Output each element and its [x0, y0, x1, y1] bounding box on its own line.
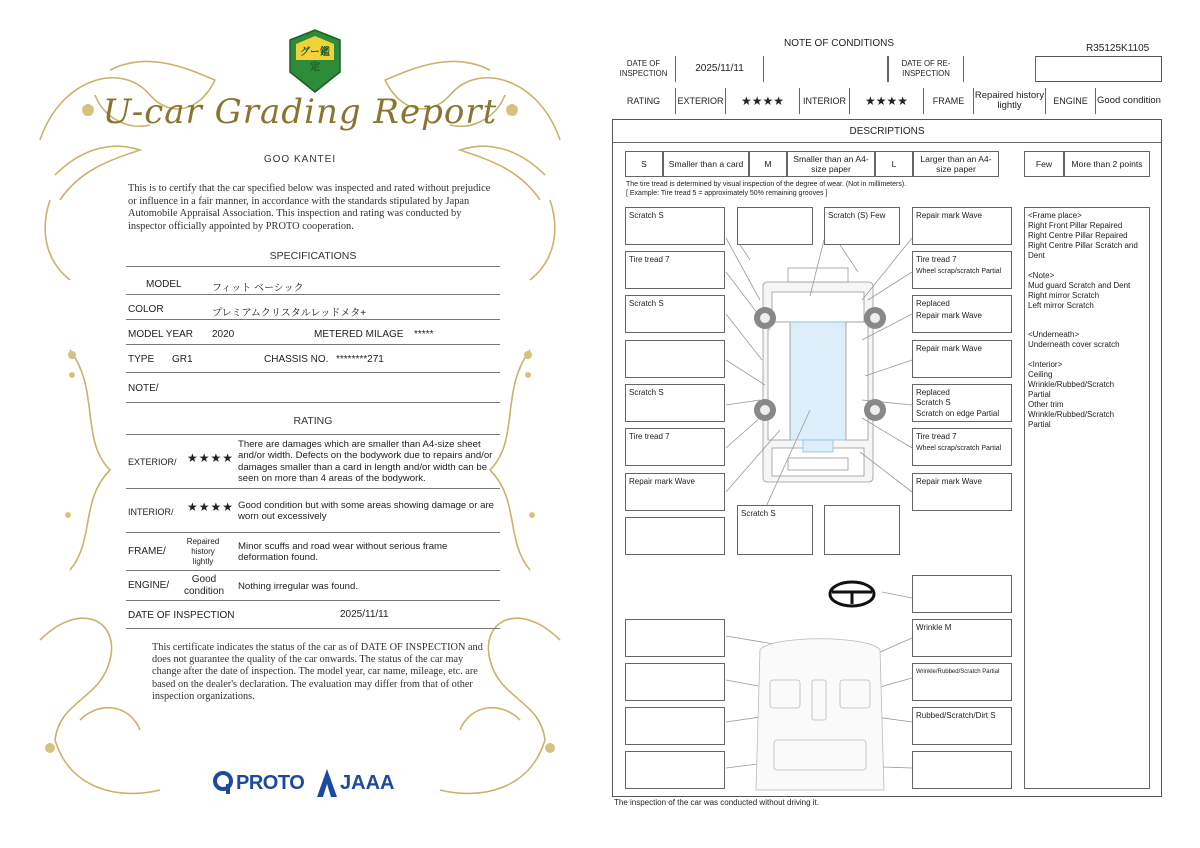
sheet-exterior-stars: ★★★★: [726, 88, 800, 114]
damage-box-i4: [912, 575, 1012, 613]
damage-box-h3: [824, 505, 900, 555]
rating-heading: RATING: [293, 415, 333, 427]
notes-column: [1024, 207, 1150, 789]
steering-wheel-icon: [830, 582, 874, 606]
damage-box-l1: [625, 707, 725, 745]
logo-strip: [210, 764, 410, 804]
sheet-engine-value: Good condition: [1096, 88, 1162, 114]
legend-m: M: [749, 151, 787, 177]
date-of-reinspection-label: DATE OF RE-INSPECTION: [888, 56, 964, 82]
legend-l-desc: Larger than an A4-size paper: [913, 151, 999, 177]
frame-grade: Repaired history lightly: [186, 537, 220, 566]
damage-box-a2: [737, 207, 813, 245]
damage-box-l4: Rubbed/Scratch/Dirt S: [912, 707, 1012, 745]
damage-box-c4: Replaced Repair mark Wave: [912, 295, 1012, 333]
damage-box-m4: [912, 751, 1012, 789]
jaaa-logo-text: JAAA: [340, 772, 395, 794]
chassis-label: CHASSIS NO.: [264, 354, 329, 365]
spec-row-color: [126, 295, 500, 320]
spec-row-year: [126, 320, 500, 345]
damage-box-e4: Replaced Scratch S Scratch on edge Partial: [912, 384, 1012, 422]
damage-box-g4: Repair mark Wave: [912, 473, 1012, 511]
spec-row-model: [126, 266, 500, 295]
report-subtitle: GOO KANTEI: [263, 154, 337, 165]
rating-row-frame: [126, 533, 500, 571]
damage-box-b1: Tire tread 7: [625, 251, 725, 289]
damage-box-g1: Repair mark Wave: [625, 473, 725, 511]
color-value: プレミアムクリスタルレッドメタ+: [212, 308, 367, 319]
damage-box-b4: Tire tread 7 Wheel scrap/scratch Partial: [912, 251, 1012, 289]
frame-description: Minor scuffs and road wear without serious frame deformation found.: [238, 541, 448, 564]
jaaa-logo-icon: [316, 768, 338, 798]
reference-number: R35125K1105: [1086, 43, 1150, 54]
year-label: MODEL YEAR: [128, 329, 194, 340]
notes-text: <Frame place> Right Front Pillar Repaired Right Centre Pillar Repaired Right Centre Pillar Scratch and Dent <Note> Mud guard Scratch and Dent Right mirror Scratch Left mirror Scratch <Underneath> Underneath cover scratch <Interior> Ceiling Wrinkle/Rubbed/Scratch Partial Other trim Wrinkle/Rubbed/Scratch Partial: [1028, 211, 1138, 429]
note-of-conditions-sheet: [600, 0, 1200, 848]
damage-box-f4: Tire tread 7 Wheel scrap/scratch Partial: [912, 428, 1012, 466]
sheet-engine-label: ENGINE: [1046, 88, 1096, 114]
report-title: U-car Grading Report: [102, 92, 498, 132]
proto-logo-icon: [212, 770, 236, 796]
proto-logo-text: PROTO: [236, 772, 305, 794]
exterior-stars: ★★★★: [187, 451, 235, 465]
legend-few-desc: More than 2 points: [1064, 151, 1150, 177]
sheet-interior-stars: ★★★★: [850, 88, 924, 114]
legend-s-desc: Smaller than a card: [663, 151, 749, 177]
legend-few: Few: [1024, 151, 1064, 177]
rating-row-date: [126, 601, 500, 629]
damage-box-k1: [625, 663, 725, 701]
sheet-frame-value: Repaired history lightly: [974, 88, 1046, 114]
inspection-date-label: DATE OF INSPECTION: [128, 610, 235, 621]
interior-stars: ★★★★: [187, 500, 235, 514]
inspection-date-value: 2025/11/11: [340, 609, 389, 620]
frame-label: FRAME/: [128, 546, 166, 557]
damage-box-e1: Scratch S: [625, 384, 725, 422]
milage-label: METERED MILAGE: [314, 329, 404, 340]
interior-diagram: [756, 639, 884, 790]
damage-box-a3: Scratch (S) Few: [824, 207, 900, 245]
sheet-exterior-label: EXTERIOR: [676, 88, 726, 114]
tire-note-1: The tire tread is determined by visual inspection of the degree of wear. (Not in millimeters).: [626, 181, 907, 188]
sheet-footer: The inspection of the car was conducted without driving it.: [614, 798, 819, 807]
damage-box-k4: Wrinkle/Rubbed/Scratch Partial: [912, 663, 1012, 701]
model-value: フィット ベーシック: [212, 283, 304, 294]
chassis-value: ********271: [336, 354, 384, 365]
exterior-description: There are damages which are smaller than A4-size sheet and/or width. Defects on the bodywork due to repairs and/or damages smaller than a card in length and/or width can be seen on more than 4 areas of the bodywork.: [238, 439, 493, 485]
exterior-label: EXTERIOR/: [128, 457, 177, 467]
legend-l: L: [875, 151, 913, 177]
model-label: MODEL: [146, 279, 182, 290]
interior-label: INTERIOR/: [128, 507, 174, 517]
damage-box-a1: Scratch S: [625, 207, 725, 245]
rating-row-exterior: [126, 434, 500, 489]
sheet-frame-label: FRAME: [924, 88, 974, 114]
engine-description: Nothing irregular was found.: [238, 581, 358, 592]
milage-value: *****: [414, 329, 434, 340]
sheet-interior-label: INTERIOR: [800, 88, 850, 114]
color-label: COLOR: [128, 304, 164, 315]
type-label: TYPE: [128, 354, 155, 365]
engine-grade: Good condition: [183, 574, 225, 597]
damage-box-h1: [625, 517, 725, 555]
intro-text: This is to certify that the car specified below was inspected and rated without prejudice or influence in a fair manner, in accordance with the standards stipulated by Japan Automobile Appraisal Association. This inspection and rating was conducted by inspector officially appointed by PROTO cooperation.: [128, 183, 491, 232]
rating-label: RATING: [612, 88, 676, 114]
damage-box-c1: Scratch S: [625, 295, 725, 333]
legend-m-desc: Smaller than an A4-size paper: [787, 151, 875, 177]
spec-row-type: [126, 345, 500, 373]
damage-box-j4: Wrinkle M: [912, 619, 1012, 657]
damage-box-a4: Repair mark Wave: [912, 207, 1012, 245]
type-value: GR1: [172, 354, 193, 365]
tire-note-2: [ Example: Tire tread 5 = approximately 50% remaining grooves ]: [626, 190, 828, 197]
date-of-inspection-value: 2025/11/11: [676, 56, 764, 82]
damage-box-m1: [625, 751, 725, 789]
badge-text: グー鑑定: [300, 47, 330, 73]
year-value: 2020: [212, 329, 235, 340]
interior-description: Good condition but with some areas showing damage or are worn out excessively: [238, 500, 494, 523]
sheet-title: NOTE OF CONDITIONS: [784, 38, 894, 49]
date-of-inspection-label: DATE OF INSPECTION: [612, 56, 676, 82]
damage-box-j1: [625, 619, 725, 657]
rating-row-interior: [126, 489, 500, 533]
descriptions-heading: DESCRIPTIONS: [849, 126, 925, 137]
rating-row-engine: [126, 571, 500, 601]
specifications-heading: SPECIFICATIONS: [269, 250, 357, 262]
note-label: NOTE/: [128, 383, 159, 394]
damage-box-f1: Tire tread 7: [625, 428, 725, 466]
engine-label: ENGINE/: [128, 580, 170, 591]
legend-s: S: [625, 151, 663, 177]
damage-box-h2: Scratch S: [737, 505, 813, 555]
damage-box-d4: Repair mark Wave: [912, 340, 1012, 378]
certificate-footnote: This certificate indicates the status of the car as of DATE OF INSPECTION and does not guarantee the quality of the car onwards. The status of the car may change after the date of inspection. The model year, car name, mileage, etc. are based on the dealer's declaration. The evaluation may differ from that of other inspection organizations.: [152, 642, 483, 702]
damage-box-d1: [625, 340, 725, 378]
spec-row-note: [126, 373, 500, 403]
